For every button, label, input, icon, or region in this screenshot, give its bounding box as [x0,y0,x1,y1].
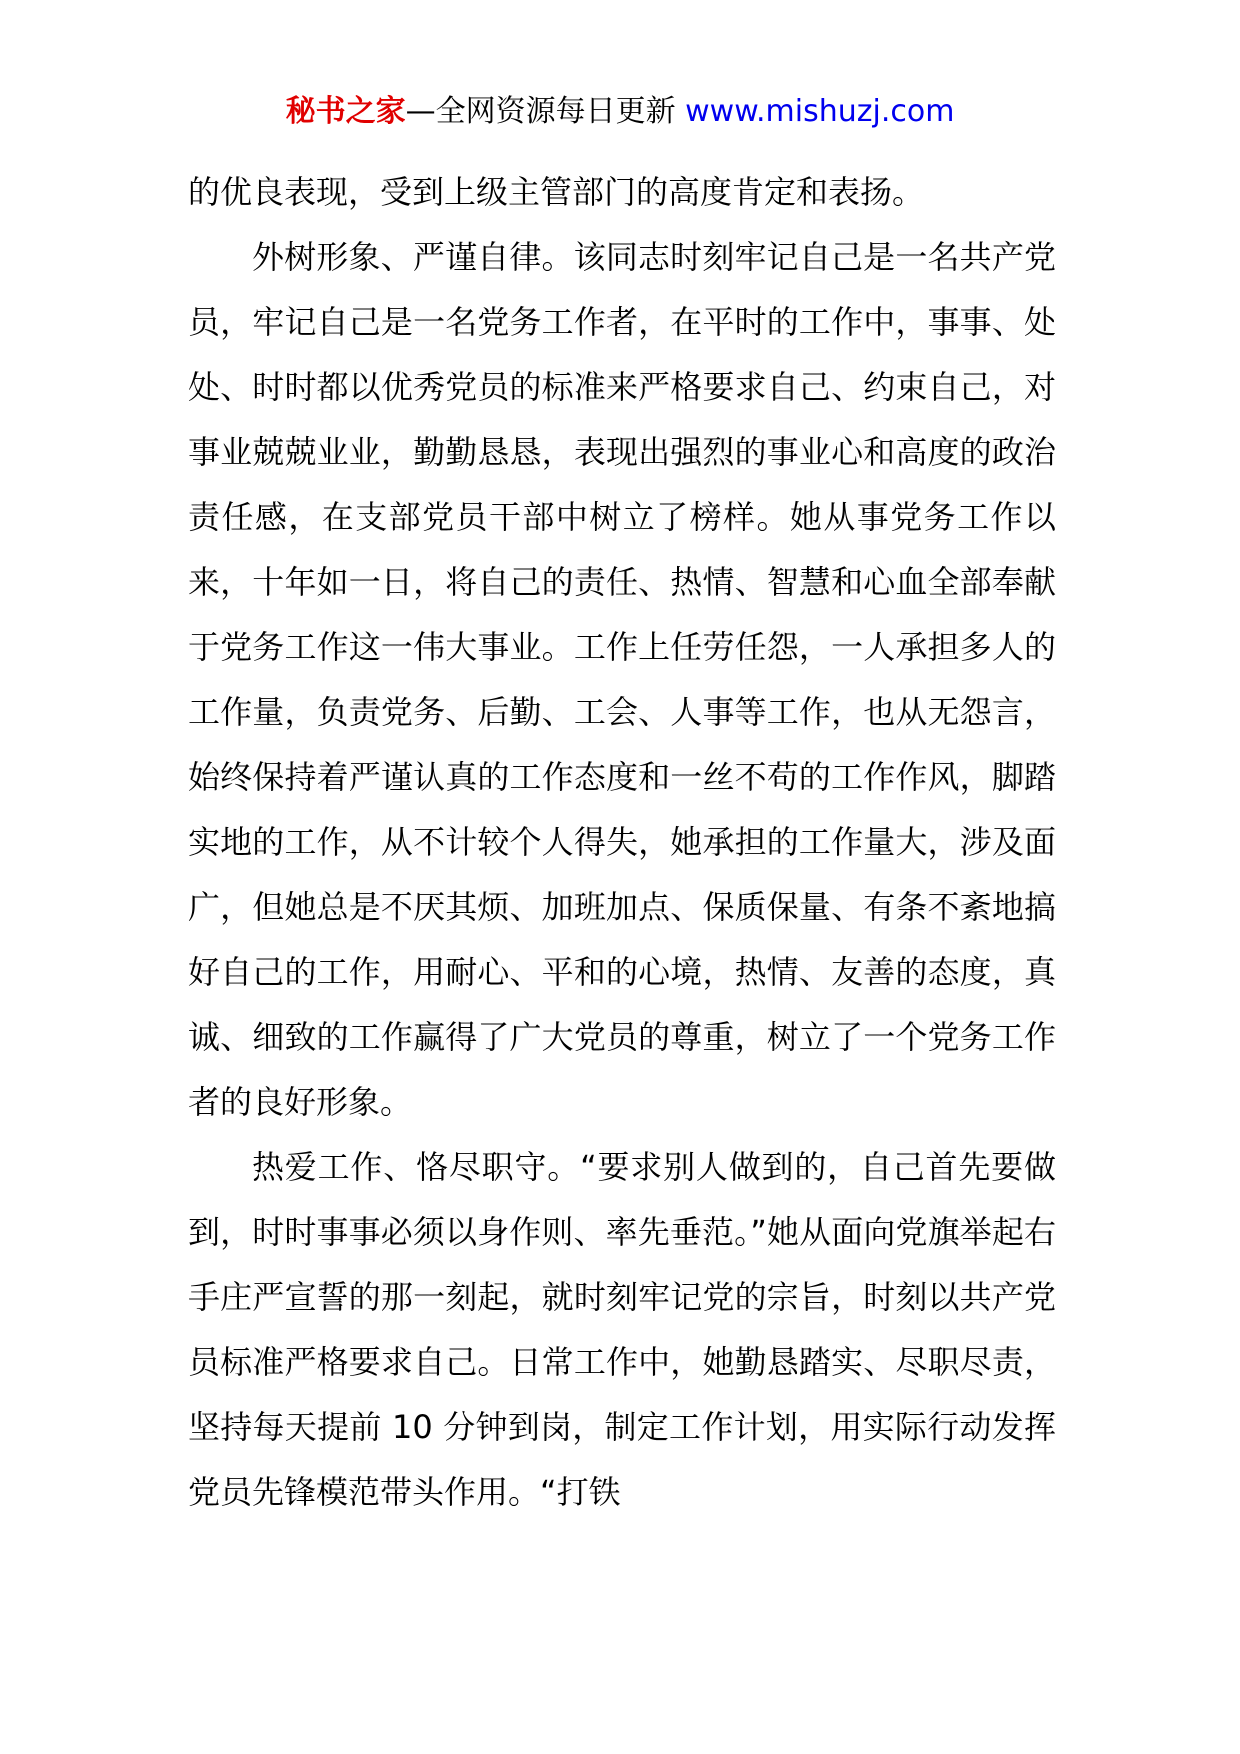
document-body [188,160,1056,1525]
paragraph-continuation: 的优良表现，受到上级主管部门的高度肯定和表扬。 [188,173,925,211]
paragraph-image-discipline: 外树形象、严谨自律。该同志时刻牢记自己是一名共产党员，牢记自己是一名党务工作者，在平时的工作中，事事、处处、时时都以优秀党员的标准来严格要求自己、约束自己，对事业兢兢业业，勤勤恳恳，表现出强烈的事业心和高度的政治责任感，在支部党员干部中树立了榜样。她从事党务工作以来，十年如一日，将自己的责任、热情、智慧和心血全部奉献于党务工作这一伟大事业。工作上任劳任怨，一人承担多人的工作量，负责党务、后勤、工会、人事等工作，也从无怨言，始终保持着严谨认真的工作态度和一丝不苟的工作作风，脚踏实地的工作，从不计较个人得失，她承担的工作量大，涉及面广，但她总是不厌其烦、加班加点、保质保量、有条不紊地搞好自己的工作，用耐心、平和的心境，热情、友善的态度，真诚、细致的工作赢得了广大党员的尊重，树立了一个党务工作者的良好形象。 [188,238,1056,1121]
paragraph-dedication: 热爱工作、恪尽职守。“要求别人做到的，自己首先要做到，时时事事必须以身作则、率先垂范。”她从面向党旗举起右手庄严宣誓的那一刻起，就时刻牢记党的宗旨，时刻以共产党员标准严格要求自己。日常工作中，她勤恳踏实、尽职尽责，坚持每天提前 10 分钟到岗，制定工作计划，用实际行动发挥党员先锋模范带头作用。“打铁 [188,1148,1056,1511]
site-header [0,92,1240,132]
site-url-link[interactable]: www.mishuzj.com [685,94,955,129]
brand-name: 秘书之家 [285,94,406,129]
header-tagline: —全网资源每日更新 [405,94,676,129]
